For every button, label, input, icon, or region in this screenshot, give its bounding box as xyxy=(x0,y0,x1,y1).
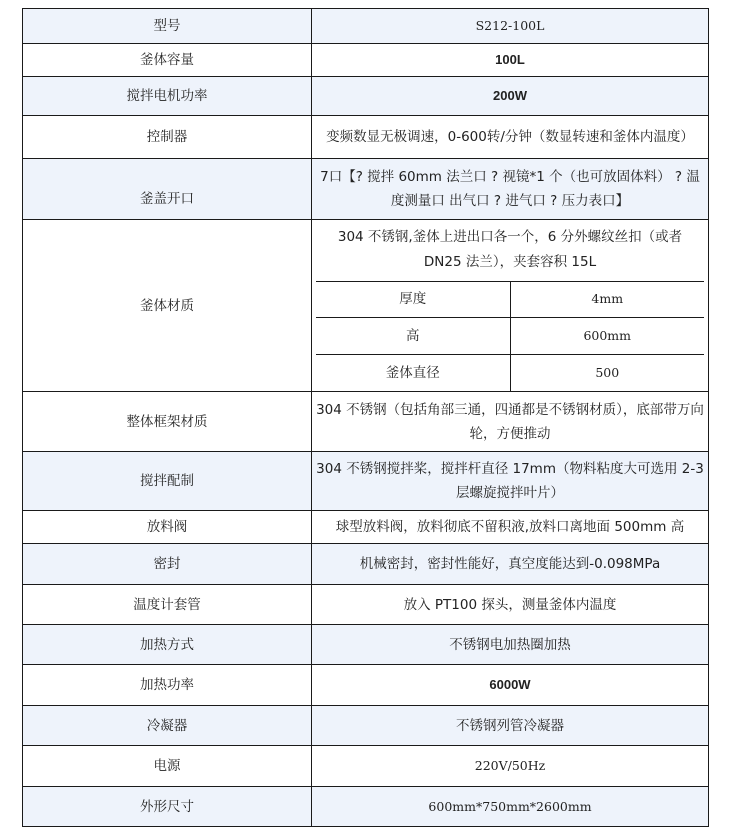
row-value: 不锈钢电加热圈加热 xyxy=(312,625,709,665)
table-row xyxy=(23,159,709,220)
sub-value: 500 xyxy=(510,354,704,391)
material-subtable xyxy=(316,220,704,391)
sub-label: 高 xyxy=(316,317,510,354)
row-value: 304 不锈钢（包括角部三通，四通都是不锈钢材质），底部带万向轮，方便推动 xyxy=(312,392,709,452)
material-intro: 304 不锈钢,釜体上进出口各一个，6 分外螺纹丝扣（或者DN25 法兰），夹套容积 15L xyxy=(316,220,704,281)
row-label: 釜体容量 xyxy=(23,44,312,77)
row-label: 放料阀 xyxy=(23,511,312,544)
sub-label: 厚度 xyxy=(316,281,510,317)
row-label: 加热方式 xyxy=(23,625,312,665)
row-label: 加热功率 xyxy=(23,665,312,706)
row-value: 7口【? 搅拌 60mm 法兰口 ? 视镜*1 个（也可放固体料） ? 温度测量口 出气口 ? 进气口 ? 压力表口】 xyxy=(312,159,709,220)
sub-value: 4mm xyxy=(510,281,704,317)
spec-table xyxy=(22,8,709,827)
table-row xyxy=(23,511,709,544)
material-detail xyxy=(312,220,709,392)
row-label: 密封 xyxy=(23,544,312,585)
row-label: 整体框架材质 xyxy=(23,392,312,452)
row-value: S212-100L xyxy=(312,9,709,44)
row-label: 冷凝器 xyxy=(23,706,312,746)
row-label: 搅拌电机功率 xyxy=(23,77,312,116)
table-row xyxy=(23,392,709,452)
row-value: 机械密封，密封性能好，真空度能达到-0.098MPa xyxy=(312,544,709,585)
table-row xyxy=(23,9,709,44)
row-value: 球型放料阀，放料彻底不留积液,放料口离地面 500mm 高 xyxy=(312,511,709,544)
sub-value: 600mm xyxy=(510,317,704,354)
row-label: 温度计套管 xyxy=(23,585,312,625)
table-row xyxy=(23,77,709,116)
row-label: 控制器 xyxy=(23,116,312,159)
table-row xyxy=(23,746,709,787)
row-value: 放入 PT100 探头，测量釜体内温度 xyxy=(312,585,709,625)
table-row xyxy=(23,544,709,585)
table-row xyxy=(23,44,709,77)
row-value: 变频数显无极调速，0-600转/分钟（数显转速和釜体内温度） xyxy=(312,116,709,159)
row-label: 外形尺寸 xyxy=(23,787,312,827)
table-row xyxy=(23,787,709,827)
row-label: 釜体材质 xyxy=(23,220,312,392)
table-row xyxy=(23,665,709,706)
row-value: 304 不锈钢搅拌桨，搅拌杆直径 17mm（物料粘度大可选用 2-3 层螺旋搅拌叶片） xyxy=(312,452,709,511)
table-row xyxy=(23,585,709,625)
row-label: 型号 xyxy=(23,9,312,44)
row-value: 600mm*750mm*2600mm xyxy=(312,787,709,827)
table-row xyxy=(23,220,709,392)
row-label: 搅拌配制 xyxy=(23,452,312,511)
table-row xyxy=(23,625,709,665)
sub-label: 釜体直径 xyxy=(316,354,510,391)
row-label: 釜盖开口 xyxy=(23,159,312,220)
row-value: 不锈钢列管冷凝器 xyxy=(312,706,709,746)
row-value: 220V/50Hz xyxy=(312,746,709,787)
table-row xyxy=(23,116,709,159)
row-value: 6000W xyxy=(312,665,709,706)
table-row xyxy=(23,706,709,746)
row-value: 100L xyxy=(312,44,709,77)
row-value: 200W xyxy=(312,77,709,116)
table-row xyxy=(23,452,709,511)
row-label: 电源 xyxy=(23,746,312,787)
